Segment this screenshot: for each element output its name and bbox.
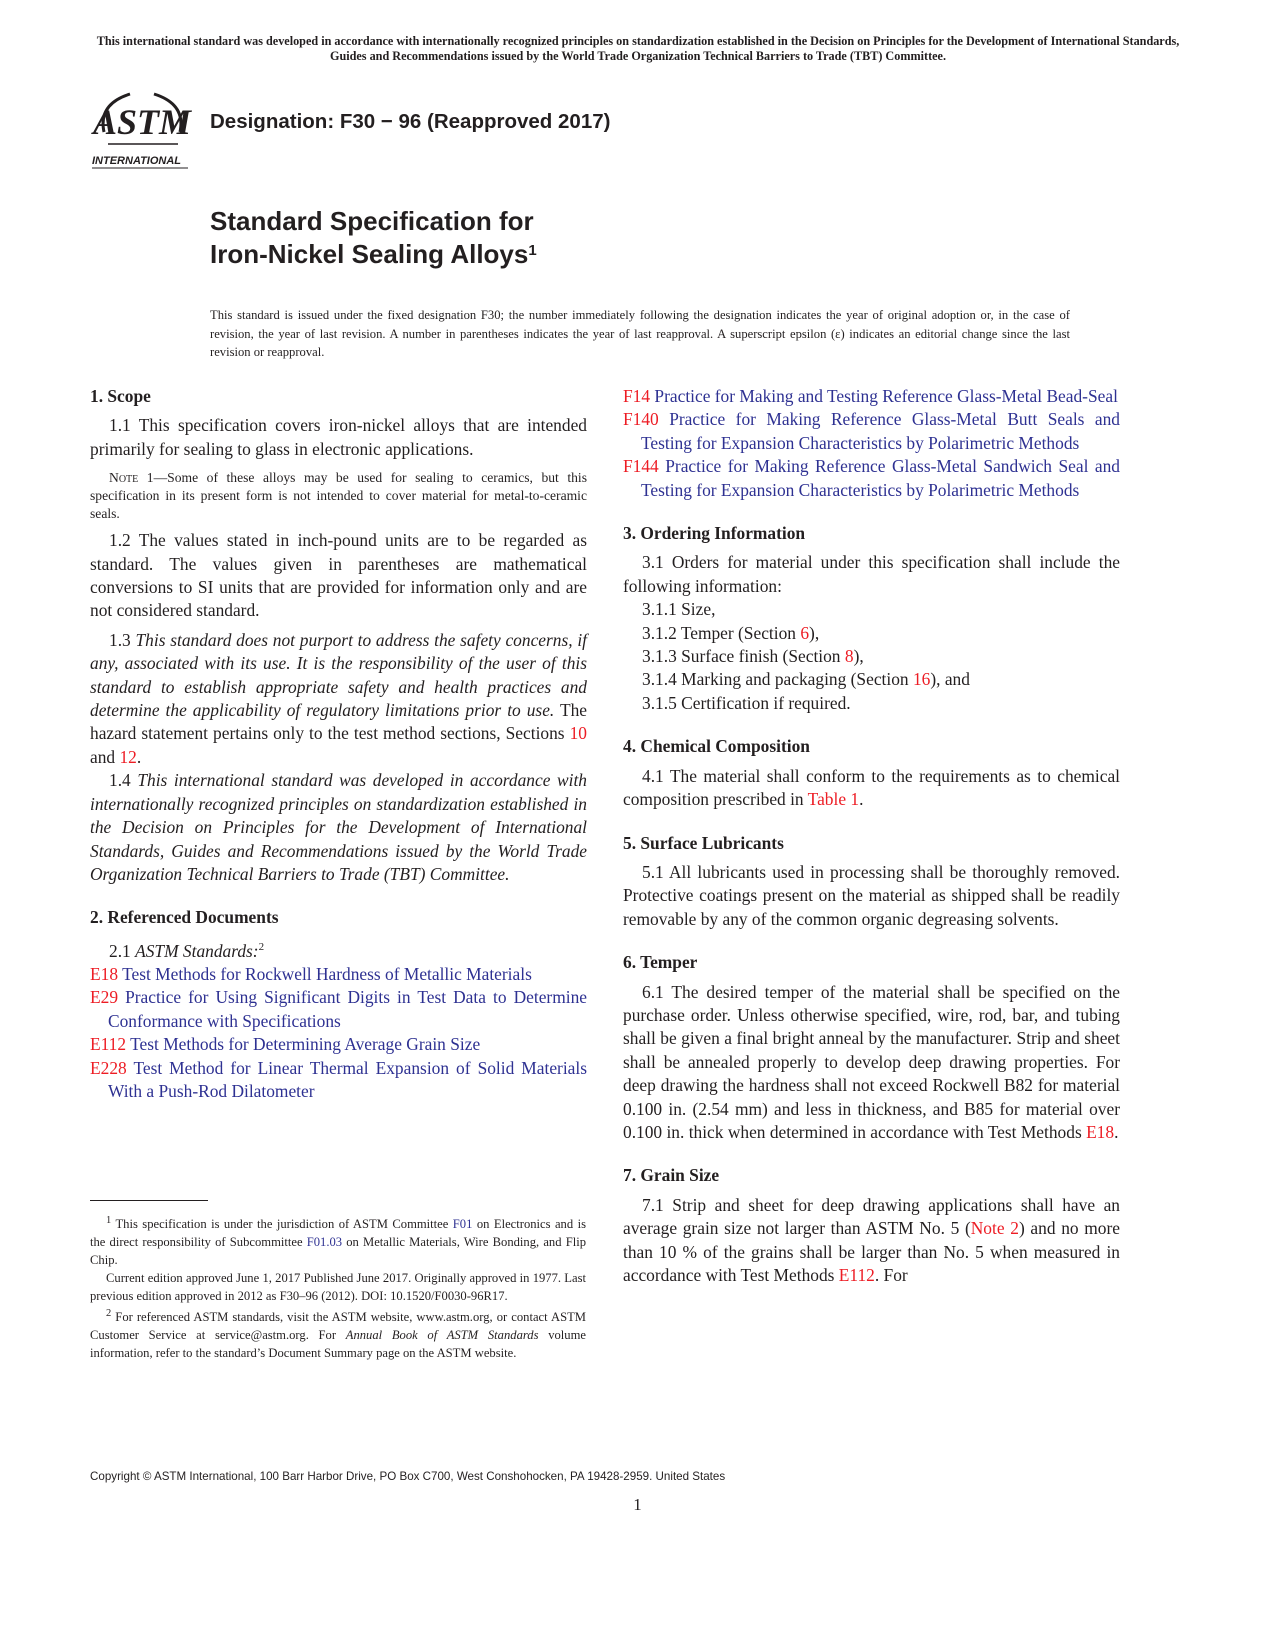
e112-link[interactable]: E112	[838, 1265, 875, 1285]
para-3-1-4: 3.1.4 Marking and packaging (Section 16), and	[642, 669, 970, 690]
section-1-heading: 1. Scope	[90, 386, 151, 406]
para-4-1: 4.1 The material shall conform to the requirements as to chemical composition prescribed in Table 1.	[623, 765, 1120, 810]
para-3-1: 3.1 Orders for material under this specification shall include the following information:	[623, 552, 1120, 596]
footnote-2: $^2$ For referenced ASTM standards, visit the ASTM website, www.astm.org, or contact ASTM Customer Service at service@astm.org. For Annual Book of ASTM Standards volume information, refer to the standard’s Document Summary page on the ASTM website.	[90, 1308, 586, 1361]
logo-mark: ASTM	[92, 102, 192, 142]
para-1-2: 1.2 The values stated in inch-pound units are to be regarded as standard. The values given in parentheses are mathematical conversions to SI units that are provided for information only and are not considered standard.	[90, 530, 587, 621]
para-3-1-2: 3.1.2 Temper (Section 6),	[642, 622, 820, 643]
title-footnote-marker[interactable]: 1	[528, 242, 537, 259]
title-line-1: Standard Specification for	[210, 206, 534, 236]
table-1-link[interactable]: Table 1	[807, 789, 860, 810]
ref-e18[interactable]: E18 Test Methods for Rockwell Hardness of Metallic Materials	[90, 963, 532, 984]
astm-logo-icon	[90, 84, 200, 174]
section-3-heading: 3. Ordering Information	[623, 523, 806, 544]
section-8-link[interactable]: 8	[844, 646, 854, 667]
committee-f01-link[interactable]: F01	[452, 1217, 473, 1232]
section-12-link[interactable]: 12	[119, 746, 137, 767]
ref-f140[interactable]: F140 Practice for Making Reference Glass-Metal Butt Seals and Testing for Expansion Characteristics by Polarimetric Methods	[623, 409, 1120, 453]
section-16-link[interactable]: 16	[912, 669, 931, 690]
issued-note: This standard is issued under the fixed designation F30; the number immediately following the designation indicates the year of original adoption or, in the case of revision, the year of last revision. A number in parentheses indicates the year of last reapproval. A superscript epsilon (ε) indicates an editorial change since the last revision or reapproval.	[210, 308, 1070, 359]
e18-link[interactable]: E18	[1086, 1121, 1115, 1142]
note-1: Note 1—Some of these alloys may be used for sealing to ceramics, but this specification in its present form is not intended to cover material for metal-to-ceramic seals.	[90, 470, 587, 522]
ref-f144[interactable]: F144 Practice for Making Reference Glass-Metal Sandwich Seal and Testing for Expansion Characteristics by Polarimetric Methods	[623, 456, 1120, 500]
right-column	[623, 385, 1120, 1287]
section-6-link[interactable]: 6	[800, 622, 810, 643]
para-5-1: 5.1 All lubricants used in processing shall be thoroughly removed. Protective coatings present on the material as shipped shall be readily removable by any of the common organic degreasing solvents.	[623, 861, 1120, 929]
para-3-1-5: 3.1.5 Certification if required.	[642, 692, 851, 713]
para-3-1-1: 3.1.1 Size,	[642, 599, 716, 620]
footnote-divider	[90, 1200, 208, 1201]
astm-logo	[90, 84, 200, 174]
section-2-heading: 2. Referenced Documents	[90, 907, 279, 928]
designation: Designation: F30 − 96 (Reapproved 2017)	[210, 110, 611, 133]
para-2-1: 2.1 ASTM Standards:$^2$	[109, 940, 265, 961]
section-7-heading: 7. Grain Size	[623, 1165, 720, 1186]
ref-e228[interactable]: E228 Test Method for Linear Thermal Expansion of Solid Materials With a Push-Rod Dilatometer	[90, 1057, 587, 1101]
copyright-line: Copyright © ASTM International, 100 Barr Harbor Drive, PO Box C700, West Conshohocken, PA 19428-2959. United States	[90, 1470, 726, 1483]
para-1-4: 1.4 This international standard was developed in accordance with internationally recognized principles on standardization established in the Decision on Principles for the Development of International Standards, Guides and Recommendations issued by the World Trade Organization Technical Barriers to Trade (TBT) Committee.	[90, 770, 587, 884]
section-4-heading: 4. Chemical Composition	[623, 736, 810, 757]
section-6-heading: 6. Temper	[623, 952, 698, 973]
para-6-1: 6.1 The desired temper of the material shall be specified on the purchase order. Unless otherwise specified, wire, rod, bar, and tubing shall be given a final bright anneal by the manufacturer. Strip and sheet shall be annealed properly to develop deep drawing properties. For deep drawing the hardness shall not exceed Rockwell B82 for material 0.100 in. (2.54 mm) and less in thickness, and B85 for material over 0.100 in. thick when determined in accordance with Test Methods E18.	[623, 981, 1120, 1142]
subcommittee-f01-03-link[interactable]: F01.03	[306, 1235, 343, 1250]
note-2-link[interactable]: Note 2	[970, 1218, 1019, 1239]
footnote-1-edition: Current edition approved June 1, 2017 Published June 2017. Originally approved in 1977. Last previous edition approved in 2012 as F30–96 (2012). DOI: 10.1520/F0030-96R17.	[90, 1271, 586, 1304]
para-7-1: 7.1 Strip and sheet for deep drawing applications shall have an average grain size not larger than ASTM No. 5 (Note 2) and no more than 10 % of the grains shall be larger than No. 5 when measured in accordance with Test Methods E112. For	[623, 1194, 1120, 1285]
footnotes	[90, 1212, 586, 1362]
para-1-3: 1.3 This standard does not purport to address the safety concerns, if any, associated with its use. It is the responsibility of the user of this standard to establish appropriate safety and health practices and determine the applicability of regulatory limitations prior to use. The hazard statement pertains only to the test method sections, Sections 10 and 12.	[90, 629, 587, 767]
para-3-1-3: 3.1.3 Surface finish (Section 8),	[642, 646, 864, 667]
title-line-2: Iron-Nickel Sealing Alloys$^1$	[210, 239, 537, 269]
document-title	[210, 205, 537, 271]
logo-org: INTERNATIONAL	[92, 155, 182, 167]
section-10-link[interactable]: 10	[569, 723, 587, 744]
page-number: 1	[633, 1495, 642, 1514]
ref-e29[interactable]: E29 Practice for Using Significant Digits in Test Data to Determine Conformance with Specifications	[90, 987, 587, 1031]
top-notice: This international standard was developed in accordance with internationally recognized principles on standardization established in the Decision on Principles for the Development of International Standards, Guides and Recommendations issued by the World Trade Organization Technical Barriers to Trade (TBT) Committee.	[96, 34, 1180, 63]
para-1-1: 1.1 This specification covers iron-nickel alloys that are intended primarily for sealing to glass in electronic applications.	[90, 415, 587, 459]
section-5-heading: 5. Surface Lubricants	[623, 832, 784, 853]
ref-f14[interactable]: F14 Practice for Making and Testing Reference Glass-Metal Bead-Seal	[623, 386, 1118, 406]
footnote-1: $^1$ This specification is under the jurisdiction of ASTM Committee F01 on Electronics and is the direct responsibility of Subcommittee F01.03 on Metallic Materials, Wire Bonding, and Flip Chip.	[90, 1215, 586, 1268]
ref-e112[interactable]: E112 Test Methods for Determining Average Grain Size	[90, 1034, 481, 1055]
left-column	[90, 385, 587, 1103]
